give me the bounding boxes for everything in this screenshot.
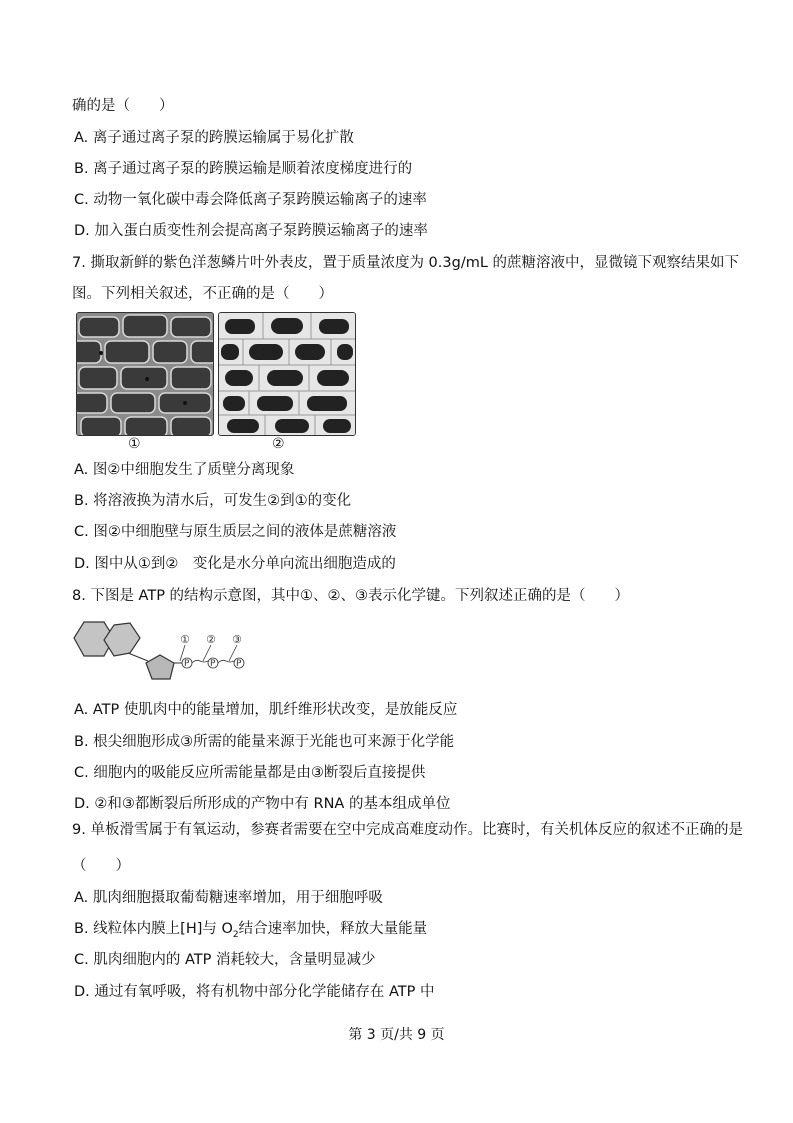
q8-option-c: C. 细胞内的吸能反应所需能量都是由③断裂后直接提供 [74, 765, 426, 781]
bond-2-label: ② [206, 633, 216, 646]
q8-option-b: B. 根尖细胞形成③所需的能量来源于光能也可来源于化学能 [74, 734, 455, 750]
atp-structure-diagram [72, 617, 262, 693]
q9-option-c: C. 肌肉细胞内的 ATP 消耗较大，含量明显减少 [74, 952, 376, 968]
micrograph-2-caption: ② [272, 436, 285, 452]
micrograph-1-svg [77, 313, 213, 435]
phosphate-3-label: P [236, 659, 242, 669]
q9-option-a: A. 肌肉细胞摄取葡萄糖速率增加，用于细胞呼吸 [74, 890, 383, 906]
q6-option-c: C. 动物一氧化碳中毒会降低离子泵跨膜运输离子的速率 [74, 192, 427, 208]
q7-stem-1: 7. 撕取新鲜的紫色洋葱鳞片叶外表皮，置于质量浓度为 0.3g/mL 的蔗糖溶液中，显微镜下观察结果如下 [72, 255, 740, 271]
q7-stem-2: 图。下列相关叙述，不正确的是（ ） [72, 286, 333, 302]
micrograph-2 [218, 312, 356, 436]
q6-option-d: D. 加入蛋白质变性剂会提高离子泵跨膜运输离子的速率 [74, 223, 428, 239]
q6-option-a: A. 离子通过离子泵的跨膜运输属于易化扩散 [74, 130, 354, 146]
q7-option-c: C. 图②中细胞壁与原生质层之间的液体是蔗糖溶液 [74, 524, 397, 540]
q8-option-d: D. ②和③都断裂后所形成的产物中有 RNA 的基本组成单位 [74, 796, 451, 812]
q7-option-d: D. 图中从①到② 变化是水分单向流出细胞造成的 [74, 556, 396, 572]
q7-option-a: A. 图②中细胞发生了质壁分离现象 [74, 462, 295, 478]
q9-stem-2: （ ） [72, 858, 130, 874]
q9-option-b-post: 结合速率加快，释放大量能量 [238, 921, 428, 937]
q8-option-a: A. ATP 使肌肉中的能量增加，肌纤维形状改变，是放能反应 [74, 702, 458, 718]
phosphate-1-label: P [184, 659, 190, 669]
q9-option-d: D. 通过有氧呼吸，将有机物中部分化学能储存在 ATP 中 [74, 984, 435, 1000]
q9-option-b-pre: B. 线粒体内膜上[H]与 O [74, 921, 233, 937]
q8-stem: 8. 下图是 ATP 的结构示意图，其中①、②、③表示化学键。下列叙述正确的是（ ） [72, 588, 630, 604]
page-footer: 第 3 页/共 9 页 [348, 1027, 445, 1043]
bond-1-label: ① [180, 633, 190, 646]
micrograph-2-svg [219, 313, 355, 435]
q7-option-b: B. 将溶液换为清水后，可发生②到①的变化 [74, 493, 352, 509]
q9-option-b-sub: 2 [232, 929, 239, 940]
bond-3-label: ③ [232, 633, 242, 646]
atp-structure-svg [72, 617, 262, 689]
micrograph-1 [76, 312, 214, 436]
micrograph-1-caption: ① [128, 436, 141, 452]
purine-five-ring [104, 623, 140, 656]
q9-option-b [74, 919, 427, 945]
q6-option-b: B. 离子通过离子泵的跨膜运输是顺着浓度梯度进行的 [74, 161, 413, 177]
ribose-pentagon [146, 655, 174, 679]
phosphate-2-label: P [210, 659, 216, 669]
q9-stem-1: 9. 单板滑雪属于有氧运动，参赛者需要在空中完成高难度动作。比赛时，有关机体反应的叙述不正确的是 [72, 822, 743, 838]
q6-tail: 确的是（ ） [72, 98, 174, 114]
